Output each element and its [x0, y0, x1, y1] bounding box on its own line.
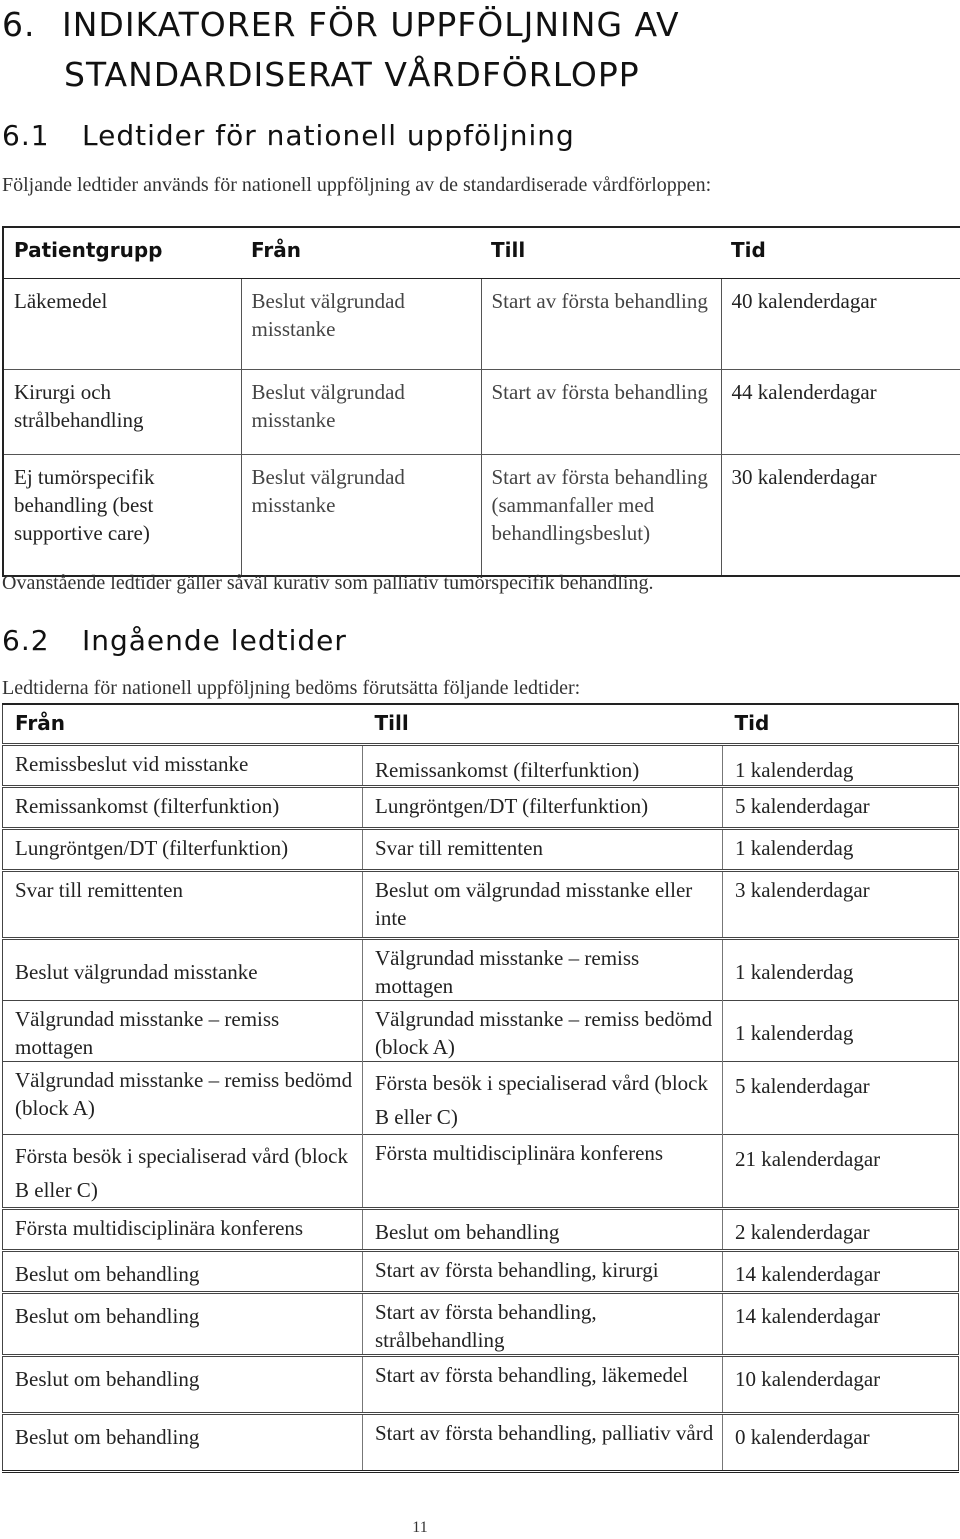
table-cell: Beslut välgrundad misstanke	[241, 279, 481, 370]
table-cell: 1 kalenderdag	[723, 939, 959, 1001]
subsection-number: 6.1	[2, 119, 50, 152]
table-cell: Start av första behandling, palliativ vård	[363, 1414, 723, 1472]
column-header-till: Till	[481, 227, 721, 279]
table-cell: Välgrundad misstanke – remiss bedömd (block A)	[3, 1062, 363, 1135]
table-cell: 5 kalenderdagar	[723, 787, 959, 829]
table-row	[3, 1414, 959, 1472]
table-cell: Beslut om behandling	[3, 1414, 363, 1472]
subsection-number: 6.2	[2, 624, 50, 657]
section-number: 6.	[2, 5, 36, 44]
section-title-line2: STANDARDISERAT VÅRDFÖRLOPP	[64, 55, 640, 94]
table-cell: Beslut om behandling	[363, 1209, 723, 1251]
table-row	[3, 1135, 959, 1209]
section-title-line1: INDIKATORER FÖR UPPFÖLJNING AV	[62, 5, 680, 44]
table-cell: 10 kalenderdagar	[723, 1356, 959, 1414]
table-cell: Beslut välgrundad misstanke	[3, 939, 363, 1001]
table-row	[3, 1356, 959, 1414]
subsection-title: Ledtider för nationell uppföljning	[82, 119, 575, 152]
table-cell: 40 kalenderdagar	[721, 279, 960, 370]
table-cell: Start av första behandling, kirurgi	[363, 1251, 723, 1293]
table-cell: Läkemedel	[3, 279, 241, 370]
table-cell: Start av första behandling, strålbehandling	[363, 1293, 723, 1356]
table-cell: Beslut om behandling	[3, 1356, 363, 1414]
table-cell: 44 kalenderdagar	[721, 370, 960, 455]
table-cell: Första multidisciplinära konferens	[3, 1209, 363, 1251]
subsection-heading-6-2	[2, 623, 347, 659]
table-cell: 14 kalenderdagar	[723, 1251, 959, 1293]
table-cell: 0 kalenderdagar	[723, 1414, 959, 1472]
table-header-row	[3, 704, 959, 745]
table-cell: 1 kalenderdag	[723, 1001, 959, 1062]
table-cell: Svar till remittenten	[3, 871, 363, 939]
table-cell: Start av första behandling	[481, 279, 721, 370]
column-header-fran: Från	[3, 704, 363, 745]
table-row	[3, 1001, 959, 1062]
lead-times-table	[2, 226, 960, 577]
table-row	[3, 1293, 959, 1356]
table-cell: Beslut välgrundad misstanke	[241, 370, 481, 455]
table-row	[3, 745, 959, 787]
table-cell: Svar till remittenten	[363, 829, 723, 871]
intro-paragraph-6-2: Ledtiderna för nationell uppföljning bedöms förutsätta följande ledtider:	[2, 677, 581, 699]
table-cell: Första besök i specialiserad vård (block B eller C)	[363, 1062, 723, 1135]
table-row	[3, 370, 960, 455]
table-cell: Remissbeslut vid misstanke	[3, 745, 363, 787]
subsection-title: Ingående ledtider	[82, 624, 347, 657]
table-row	[3, 455, 960, 577]
table-cell: 3 kalenderdagar	[723, 871, 959, 939]
table-cell: Remissankomst (filterfunktion)	[363, 745, 723, 787]
column-header-tid: Tid	[723, 704, 959, 745]
table-row	[3, 871, 959, 939]
table-row	[3, 1062, 959, 1135]
table-cell: Första besök i specialiserad vård (block B eller C)	[3, 1135, 363, 1209]
table-cell: 1 kalenderdag	[723, 745, 959, 787]
table-cell: Remissankomst (filterfunktion)	[3, 787, 363, 829]
subsection-heading-6-1	[2, 118, 575, 154]
table-cell: 21 kalenderdagar	[723, 1135, 959, 1209]
table-row	[3, 1251, 959, 1293]
column-header-patientgrupp: Patientgrupp	[3, 227, 241, 279]
section-heading	[2, 0, 680, 100]
page-number: 11	[412, 1519, 428, 1536]
table-cell: Beslut välgrundad misstanke	[241, 455, 481, 577]
column-header-tid: Tid	[721, 227, 960, 279]
table-header-row	[3, 227, 960, 279]
table-row	[3, 829, 959, 871]
table-row	[3, 1209, 959, 1251]
table-cell: Välgrundad misstanke – remiss mottagen	[3, 1001, 363, 1062]
table-note: Ovanstående ledtider gäller såväl kurativ som palliativ tumörspecifik behandling.	[2, 572, 654, 594]
table-row	[3, 279, 960, 370]
table-cell: Beslut om välgrundad misstanke eller inte	[363, 871, 723, 939]
table-cell: Beslut om behandling	[3, 1251, 363, 1293]
table-cell: Första multidisciplinära konferens	[363, 1135, 723, 1209]
table-cell: Ej tumörspecifik behandling (best supportive care)	[3, 455, 241, 577]
table-cell: Lungröntgen/DT (filterfunktion)	[363, 787, 723, 829]
table-cell: 1 kalenderdag	[723, 829, 959, 871]
table-cell: Beslut om behandling	[3, 1293, 363, 1356]
table-row	[3, 787, 959, 829]
intro-paragraph-6-1: Följande ledtider används för nationell uppföljning av de standardiserade vårdförloppen:	[2, 174, 712, 196]
table-cell: 2 kalenderdagar	[723, 1209, 959, 1251]
table-cell: Välgrundad misstanke – remiss bedömd (block A)	[363, 1001, 723, 1062]
component-lead-times-table	[2, 703, 959, 1473]
table-cell: Välgrundad misstanke – remiss mottagen	[363, 939, 723, 1001]
table-cell: Start av första behandling (sammanfaller med behandlingsbeslut)	[481, 455, 721, 577]
table-cell: 14 kalenderdagar	[723, 1293, 959, 1356]
table-cell: Lungröntgen/DT (filterfunktion)	[3, 829, 363, 871]
table-cell: 30 kalenderdagar	[721, 455, 960, 577]
table-cell: Start av första behandling, läkemedel	[363, 1356, 723, 1414]
table-cell: Start av första behandling	[481, 370, 721, 455]
table-cell: Kirurgi och strålbehandling	[3, 370, 241, 455]
table-row	[3, 939, 959, 1001]
column-header-fran: Från	[241, 227, 481, 279]
table-cell: 5 kalenderdagar	[723, 1062, 959, 1135]
column-header-till: Till	[363, 704, 723, 745]
